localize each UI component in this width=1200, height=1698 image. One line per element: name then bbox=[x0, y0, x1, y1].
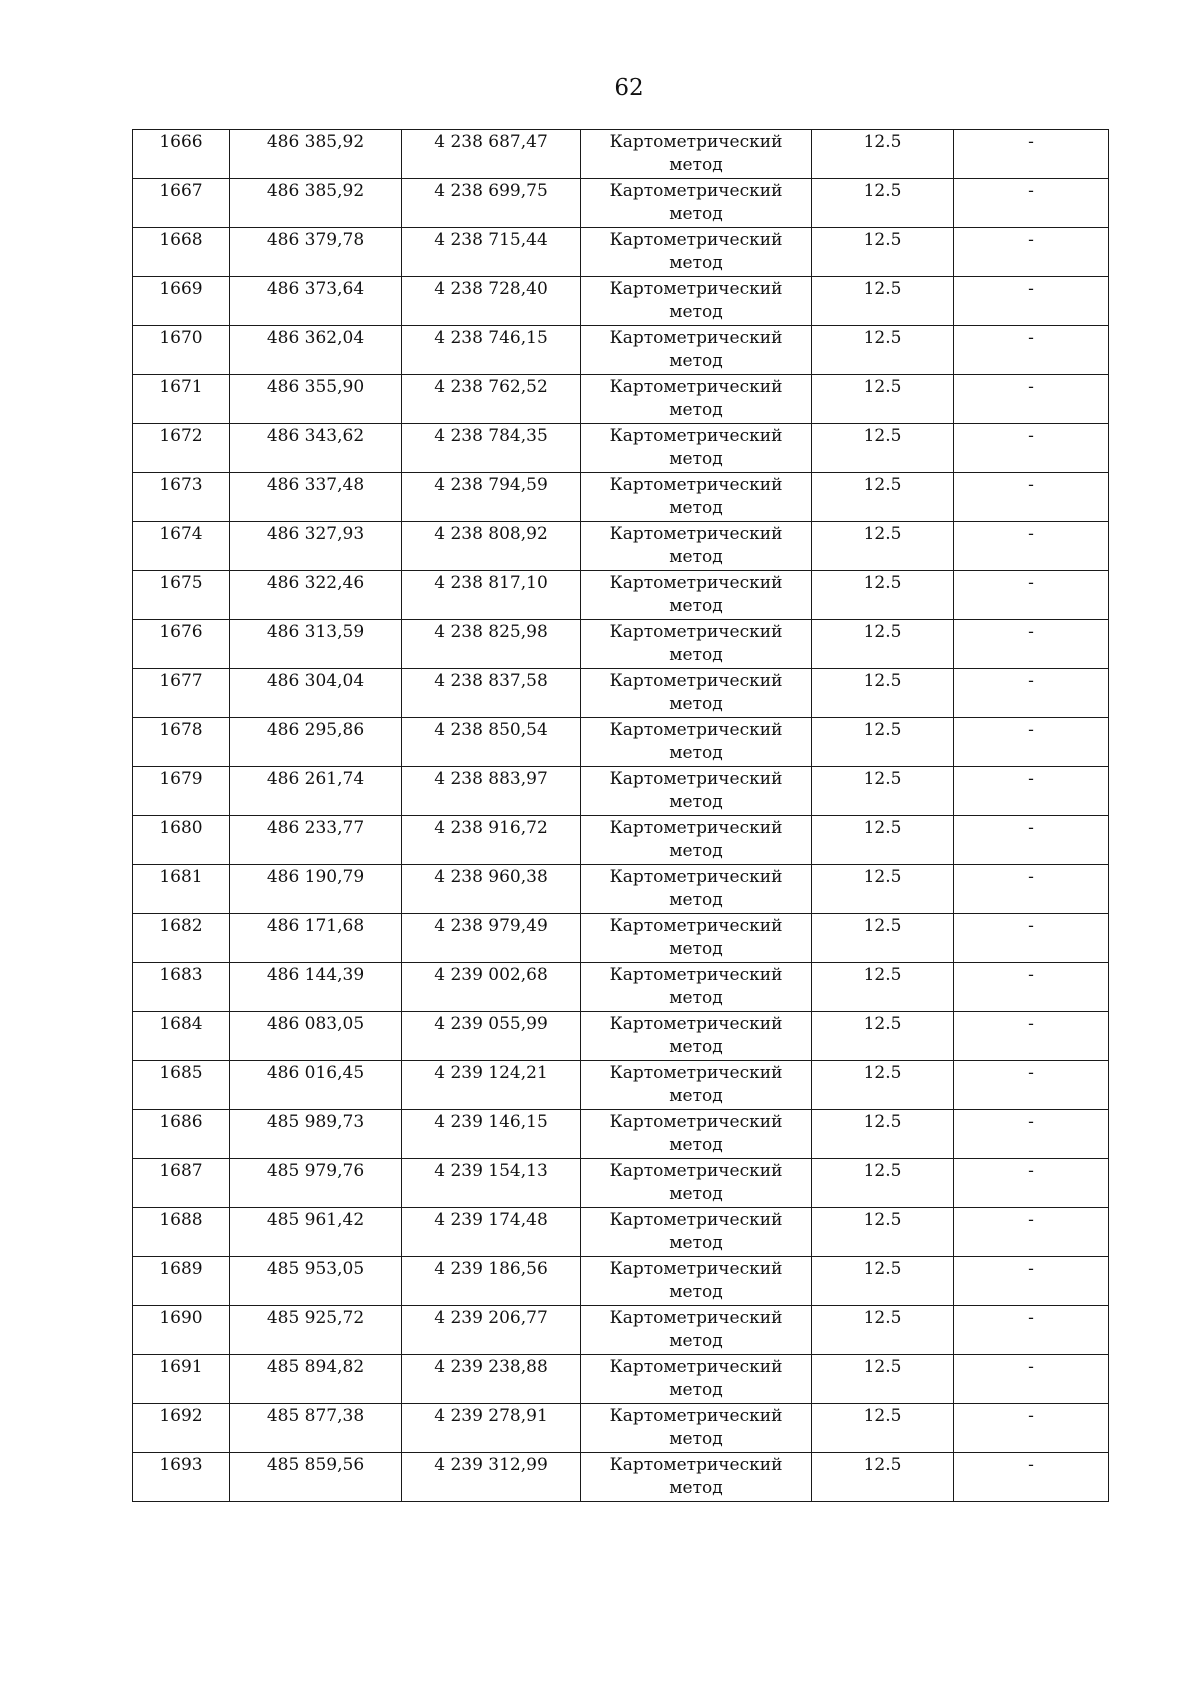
table-row bbox=[133, 767, 1109, 816]
point-number-cell: 1668 bbox=[133, 228, 230, 277]
table-row bbox=[133, 375, 1109, 424]
y-coordinate-cell: 4 239 186,56 bbox=[402, 1257, 581, 1306]
method-line-1: Картометрический bbox=[609, 475, 783, 495]
point-number-cell: 1669 bbox=[133, 277, 230, 326]
method-line-2: метод bbox=[669, 1282, 723, 1302]
point-number-cell: 1675 bbox=[133, 571, 230, 620]
accuracy-cell: 12.5 bbox=[812, 424, 954, 473]
method-line-2: метод bbox=[669, 204, 723, 224]
x-coordinate-cell: 486 190,79 bbox=[230, 865, 402, 914]
accuracy-cell: 12.5 bbox=[812, 1404, 954, 1453]
table-row bbox=[133, 620, 1109, 669]
accuracy-cell: 12.5 bbox=[812, 816, 954, 865]
accuracy-cell: 12.5 bbox=[812, 179, 954, 228]
method-line-2: метод bbox=[669, 155, 723, 175]
method-cell bbox=[581, 963, 812, 1012]
description-cell: - bbox=[954, 1453, 1109, 1502]
x-coordinate-cell: 486 385,92 bbox=[230, 179, 402, 228]
x-coordinate-cell: 486 355,90 bbox=[230, 375, 402, 424]
accuracy-cell: 12.5 bbox=[812, 865, 954, 914]
method-cell bbox=[581, 326, 812, 375]
table-row bbox=[133, 963, 1109, 1012]
method-line-2: метод bbox=[669, 694, 723, 714]
method-line-1: Картометрический bbox=[609, 965, 783, 985]
y-coordinate-cell: 4 238 728,40 bbox=[402, 277, 581, 326]
method-cell bbox=[581, 1306, 812, 1355]
table-row bbox=[133, 1159, 1109, 1208]
table-row bbox=[133, 669, 1109, 718]
table-row bbox=[133, 277, 1109, 326]
table-row bbox=[133, 816, 1109, 865]
description-cell: - bbox=[954, 1257, 1109, 1306]
description-cell: - bbox=[954, 326, 1109, 375]
point-number-cell: 1679 bbox=[133, 767, 230, 816]
table-row bbox=[133, 130, 1109, 179]
method-line-2: метод bbox=[669, 645, 723, 665]
method-line-1: Картометрический bbox=[609, 181, 783, 201]
method-line-1: Картометрический bbox=[609, 230, 783, 250]
table-row bbox=[133, 571, 1109, 620]
accuracy-cell: 12.5 bbox=[812, 130, 954, 179]
table-row bbox=[133, 1061, 1109, 1110]
description-cell: - bbox=[954, 473, 1109, 522]
accuracy-cell: 12.5 bbox=[812, 1355, 954, 1404]
y-coordinate-cell: 4 238 979,49 bbox=[402, 914, 581, 963]
x-coordinate-cell: 486 016,45 bbox=[230, 1061, 402, 1110]
method-line-2: метод bbox=[669, 351, 723, 371]
y-coordinate-cell: 4 238 883,97 bbox=[402, 767, 581, 816]
description-cell: - bbox=[954, 375, 1109, 424]
x-coordinate-cell: 486 337,48 bbox=[230, 473, 402, 522]
table-row bbox=[133, 1012, 1109, 1061]
method-line-1: Картометрический bbox=[609, 1112, 783, 1132]
y-coordinate-cell: 4 238 916,72 bbox=[402, 816, 581, 865]
method-line-2: метод bbox=[669, 1429, 723, 1449]
table-row bbox=[133, 718, 1109, 767]
method-line-2: метод bbox=[669, 743, 723, 763]
point-number-cell: 1692 bbox=[133, 1404, 230, 1453]
method-cell bbox=[581, 669, 812, 718]
x-coordinate-cell: 486 362,04 bbox=[230, 326, 402, 375]
x-coordinate-cell: 486 322,46 bbox=[230, 571, 402, 620]
method-cell bbox=[581, 228, 812, 277]
table-row bbox=[133, 522, 1109, 571]
method-line-1: Картометрический bbox=[609, 1210, 783, 1230]
method-line-2: метод bbox=[669, 1380, 723, 1400]
point-number-cell: 1681 bbox=[133, 865, 230, 914]
point-number-cell: 1687 bbox=[133, 1159, 230, 1208]
method-line-2: метод bbox=[669, 1037, 723, 1057]
method-line-2: метод bbox=[669, 449, 723, 469]
method-line-1: Картометрический bbox=[609, 622, 783, 642]
y-coordinate-cell: 4 239 146,15 bbox=[402, 1110, 581, 1159]
point-number-cell: 1682 bbox=[133, 914, 230, 963]
method-line-2: метод bbox=[669, 302, 723, 322]
table-row bbox=[133, 1355, 1109, 1404]
table-row bbox=[133, 1257, 1109, 1306]
method-line-1: Картометрический bbox=[609, 720, 783, 740]
method-line-1: Картометрический bbox=[609, 1161, 783, 1181]
method-line-1: Картометрический bbox=[609, 769, 783, 789]
accuracy-cell: 12.5 bbox=[812, 1306, 954, 1355]
description-cell: - bbox=[954, 1159, 1109, 1208]
method-cell bbox=[581, 1404, 812, 1453]
accuracy-cell: 12.5 bbox=[812, 620, 954, 669]
table-row bbox=[133, 914, 1109, 963]
description-cell: - bbox=[954, 571, 1109, 620]
y-coordinate-cell: 4 238 837,58 bbox=[402, 669, 581, 718]
y-coordinate-cell: 4 239 154,13 bbox=[402, 1159, 581, 1208]
x-coordinate-cell: 486 083,05 bbox=[230, 1012, 402, 1061]
method-line-1: Картометрический bbox=[609, 328, 783, 348]
method-cell bbox=[581, 571, 812, 620]
y-coordinate-cell: 4 238 808,92 bbox=[402, 522, 581, 571]
table-row bbox=[133, 1453, 1109, 1502]
accuracy-cell: 12.5 bbox=[812, 1208, 954, 1257]
table-row bbox=[133, 179, 1109, 228]
method-line-2: метод bbox=[669, 841, 723, 861]
method-line-2: метод bbox=[669, 1331, 723, 1351]
accuracy-cell: 12.5 bbox=[812, 375, 954, 424]
x-coordinate-cell: 486 343,62 bbox=[230, 424, 402, 473]
accuracy-cell: 12.5 bbox=[812, 1012, 954, 1061]
y-coordinate-cell: 4 238 746,15 bbox=[402, 326, 581, 375]
point-number-cell: 1677 bbox=[133, 669, 230, 718]
method-cell bbox=[581, 718, 812, 767]
method-line-2: метод bbox=[669, 596, 723, 616]
table-row bbox=[133, 865, 1109, 914]
method-line-1: Картометрический bbox=[609, 1455, 783, 1475]
coordinates-table-body bbox=[133, 130, 1109, 1502]
y-coordinate-cell: 4 239 002,68 bbox=[402, 963, 581, 1012]
y-coordinate-cell: 4 238 784,35 bbox=[402, 424, 581, 473]
y-coordinate-cell: 4 239 124,21 bbox=[402, 1061, 581, 1110]
description-cell: - bbox=[954, 718, 1109, 767]
method-cell bbox=[581, 1012, 812, 1061]
y-coordinate-cell: 4 239 238,88 bbox=[402, 1355, 581, 1404]
method-line-2: метод bbox=[669, 400, 723, 420]
method-line-2: метод bbox=[669, 792, 723, 812]
accuracy-cell: 12.5 bbox=[812, 963, 954, 1012]
description-cell: - bbox=[954, 179, 1109, 228]
x-coordinate-cell: 486 233,77 bbox=[230, 816, 402, 865]
method-cell bbox=[581, 424, 812, 473]
point-number-cell: 1680 bbox=[133, 816, 230, 865]
accuracy-cell: 12.5 bbox=[812, 1159, 954, 1208]
method-cell bbox=[581, 522, 812, 571]
x-coordinate-cell: 486 304,04 bbox=[230, 669, 402, 718]
method-line-1: Картометрический bbox=[609, 426, 783, 446]
method-line-2: метод bbox=[669, 1233, 723, 1253]
point-number-cell: 1693 bbox=[133, 1453, 230, 1502]
accuracy-cell: 12.5 bbox=[812, 718, 954, 767]
description-cell: - bbox=[954, 914, 1109, 963]
description-cell: - bbox=[954, 1061, 1109, 1110]
point-number-cell: 1670 bbox=[133, 326, 230, 375]
method-cell bbox=[581, 865, 812, 914]
x-coordinate-cell: 486 385,92 bbox=[230, 130, 402, 179]
description-cell: - bbox=[954, 1355, 1109, 1404]
point-number-cell: 1672 bbox=[133, 424, 230, 473]
method-line-2: метод bbox=[669, 1478, 723, 1498]
method-cell bbox=[581, 1453, 812, 1502]
table-row bbox=[133, 1208, 1109, 1257]
method-line-1: Картометрический bbox=[609, 671, 783, 691]
accuracy-cell: 12.5 bbox=[812, 1061, 954, 1110]
method-cell bbox=[581, 1355, 812, 1404]
accuracy-cell: 12.5 bbox=[812, 767, 954, 816]
accuracy-cell: 12.5 bbox=[812, 914, 954, 963]
method-line-1: Картометрический bbox=[609, 524, 783, 544]
method-cell bbox=[581, 1257, 812, 1306]
method-line-1: Картометрический bbox=[609, 573, 783, 593]
y-coordinate-cell: 4 239 206,77 bbox=[402, 1306, 581, 1355]
method-line-1: Картометрический bbox=[609, 916, 783, 936]
method-line-1: Картометрический bbox=[609, 377, 783, 397]
y-coordinate-cell: 4 238 825,98 bbox=[402, 620, 581, 669]
point-number-cell: 1667 bbox=[133, 179, 230, 228]
accuracy-cell: 12.5 bbox=[812, 1110, 954, 1159]
description-cell: - bbox=[954, 228, 1109, 277]
y-coordinate-cell: 4 239 312,99 bbox=[402, 1453, 581, 1502]
x-coordinate-cell: 485 953,05 bbox=[230, 1257, 402, 1306]
y-coordinate-cell: 4 239 174,48 bbox=[402, 1208, 581, 1257]
point-number-cell: 1671 bbox=[133, 375, 230, 424]
point-number-cell: 1666 bbox=[133, 130, 230, 179]
method-cell bbox=[581, 473, 812, 522]
method-cell bbox=[581, 1061, 812, 1110]
description-cell: - bbox=[954, 620, 1109, 669]
method-line-2: метод bbox=[669, 253, 723, 273]
point-number-cell: 1673 bbox=[133, 473, 230, 522]
x-coordinate-cell: 485 989,73 bbox=[230, 1110, 402, 1159]
description-cell: - bbox=[954, 1110, 1109, 1159]
x-coordinate-cell: 486 261,74 bbox=[230, 767, 402, 816]
method-line-1: Картометрический bbox=[609, 132, 783, 152]
description-cell: - bbox=[954, 1306, 1109, 1355]
x-coordinate-cell: 486 144,39 bbox=[230, 963, 402, 1012]
page-number: 62 bbox=[614, 75, 644, 101]
point-number-cell: 1678 bbox=[133, 718, 230, 767]
description-cell: - bbox=[954, 816, 1109, 865]
x-coordinate-cell: 486 379,78 bbox=[230, 228, 402, 277]
description-cell: - bbox=[954, 1404, 1109, 1453]
method-cell bbox=[581, 375, 812, 424]
method-line-2: метод bbox=[669, 890, 723, 910]
accuracy-cell: 12.5 bbox=[812, 277, 954, 326]
y-coordinate-cell: 4 238 850,54 bbox=[402, 718, 581, 767]
description-cell: - bbox=[954, 277, 1109, 326]
point-number-cell: 1690 bbox=[133, 1306, 230, 1355]
method-cell bbox=[581, 277, 812, 326]
point-number-cell: 1676 bbox=[133, 620, 230, 669]
x-coordinate-cell: 486 327,93 bbox=[230, 522, 402, 571]
method-line-1: Картометрический bbox=[609, 1308, 783, 1328]
method-cell bbox=[581, 620, 812, 669]
accuracy-cell: 12.5 bbox=[812, 1453, 954, 1502]
y-coordinate-cell: 4 238 687,47 bbox=[402, 130, 581, 179]
y-coordinate-cell: 4 239 055,99 bbox=[402, 1012, 581, 1061]
coordinates-table bbox=[132, 129, 1109, 1502]
method-cell bbox=[581, 1159, 812, 1208]
description-cell: - bbox=[954, 130, 1109, 179]
method-cell bbox=[581, 1110, 812, 1159]
x-coordinate-cell: 486 313,59 bbox=[230, 620, 402, 669]
x-coordinate-cell: 485 859,56 bbox=[230, 1453, 402, 1502]
table-row bbox=[133, 1404, 1109, 1453]
x-coordinate-cell: 485 979,76 bbox=[230, 1159, 402, 1208]
y-coordinate-cell: 4 238 715,44 bbox=[402, 228, 581, 277]
table-row bbox=[133, 424, 1109, 473]
point-number-cell: 1674 bbox=[133, 522, 230, 571]
accuracy-cell: 12.5 bbox=[812, 326, 954, 375]
x-coordinate-cell: 486 295,86 bbox=[230, 718, 402, 767]
table-row bbox=[133, 1306, 1109, 1355]
method-line-2: метод bbox=[669, 547, 723, 567]
x-coordinate-cell: 486 171,68 bbox=[230, 914, 402, 963]
method-cell bbox=[581, 914, 812, 963]
method-line-1: Картометрический bbox=[609, 1259, 783, 1279]
method-cell bbox=[581, 179, 812, 228]
method-line-1: Картометрический bbox=[609, 1357, 783, 1377]
y-coordinate-cell: 4 238 762,52 bbox=[402, 375, 581, 424]
method-line-1: Картометрический bbox=[609, 1014, 783, 1034]
method-line-1: Картометрический bbox=[609, 818, 783, 838]
accuracy-cell: 12.5 bbox=[812, 669, 954, 718]
x-coordinate-cell: 485 894,82 bbox=[230, 1355, 402, 1404]
description-cell: - bbox=[954, 963, 1109, 1012]
accuracy-cell: 12.5 bbox=[812, 1257, 954, 1306]
method-cell bbox=[581, 816, 812, 865]
description-cell: - bbox=[954, 1012, 1109, 1061]
description-cell: - bbox=[954, 1208, 1109, 1257]
method-cell bbox=[581, 1208, 812, 1257]
y-coordinate-cell: 4 238 960,38 bbox=[402, 865, 581, 914]
accuracy-cell: 12.5 bbox=[812, 473, 954, 522]
x-coordinate-cell: 486 373,64 bbox=[230, 277, 402, 326]
method-cell bbox=[581, 130, 812, 179]
method-line-2: метод bbox=[669, 988, 723, 1008]
description-cell: - bbox=[954, 669, 1109, 718]
point-number-cell: 1691 bbox=[133, 1355, 230, 1404]
accuracy-cell: 12.5 bbox=[812, 522, 954, 571]
y-coordinate-cell: 4 239 278,91 bbox=[402, 1404, 581, 1453]
method-line-2: метод bbox=[669, 939, 723, 959]
y-coordinate-cell: 4 238 794,59 bbox=[402, 473, 581, 522]
accuracy-cell: 12.5 bbox=[812, 571, 954, 620]
point-number-cell: 1685 bbox=[133, 1061, 230, 1110]
x-coordinate-cell: 485 877,38 bbox=[230, 1404, 402, 1453]
table-row bbox=[133, 326, 1109, 375]
point-number-cell: 1688 bbox=[133, 1208, 230, 1257]
method-line-2: метод bbox=[669, 1135, 723, 1155]
method-line-1: Картометрический bbox=[609, 279, 783, 299]
table-row bbox=[133, 1110, 1109, 1159]
description-cell: - bbox=[954, 424, 1109, 473]
accuracy-cell: 12.5 bbox=[812, 228, 954, 277]
method-line-2: метод bbox=[669, 1184, 723, 1204]
x-coordinate-cell: 485 925,72 bbox=[230, 1306, 402, 1355]
method-line-1: Картометрический bbox=[609, 1063, 783, 1083]
point-number-cell: 1684 bbox=[133, 1012, 230, 1061]
y-coordinate-cell: 4 238 817,10 bbox=[402, 571, 581, 620]
table-row bbox=[133, 473, 1109, 522]
method-line-1: Картометрический bbox=[609, 1406, 783, 1426]
method-cell bbox=[581, 767, 812, 816]
method-line-1: Картометрический bbox=[609, 867, 783, 887]
y-coordinate-cell: 4 238 699,75 bbox=[402, 179, 581, 228]
point-number-cell: 1689 bbox=[133, 1257, 230, 1306]
point-number-cell: 1683 bbox=[133, 963, 230, 1012]
method-line-2: метод bbox=[669, 498, 723, 518]
method-line-2: метод bbox=[669, 1086, 723, 1106]
point-number-cell: 1686 bbox=[133, 1110, 230, 1159]
description-cell: - bbox=[954, 865, 1109, 914]
description-cell: - bbox=[954, 767, 1109, 816]
table-row bbox=[133, 228, 1109, 277]
description-cell: - bbox=[954, 522, 1109, 571]
x-coordinate-cell: 485 961,42 bbox=[230, 1208, 402, 1257]
